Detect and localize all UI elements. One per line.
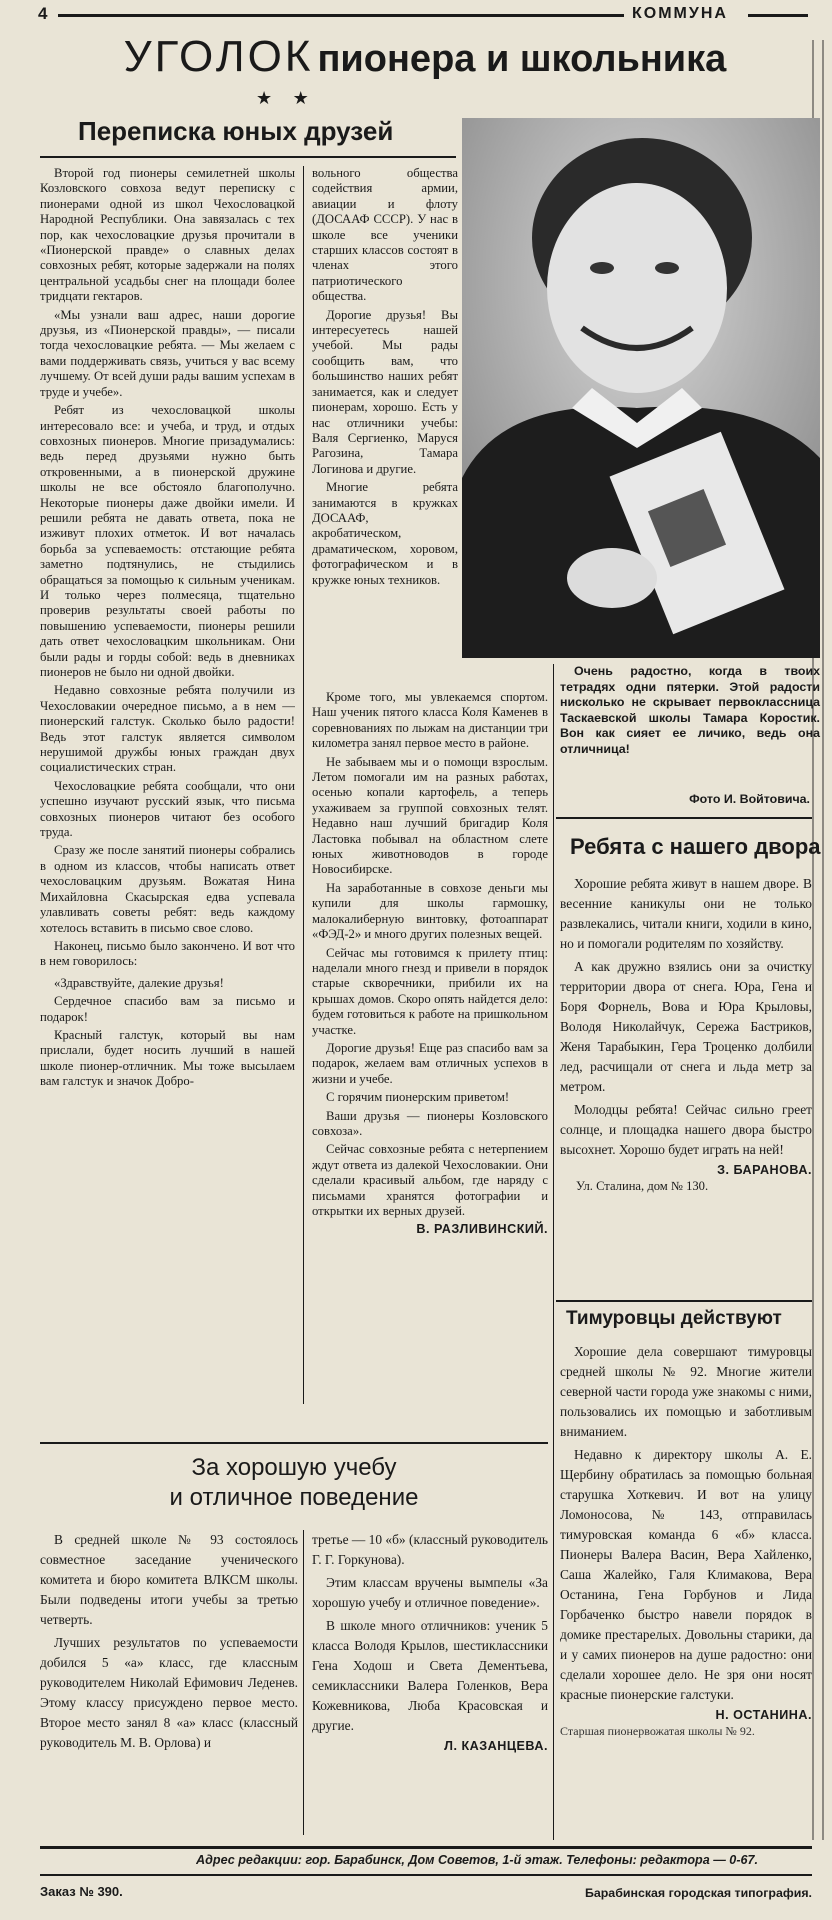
article-paragraph: Ребят из чехословацкой школы интересовало все: и учеба, и труд, и отдых совхозных пионеров. Многие призадумались: ведь перед друзьями нужно быть откровенными, а в пионерской дружине школы не все обстояло благополучно. Некоторые пионеры даже двойки имели. И решили ребята не давать ответа, пока не изживут плохих отметок. И вот началась борьба за успеваемость: отстающие ребята заметно подтянулись, не стыдились обращаться за помощью к сильным ученикам. И только через полмесяца, тщательно проверив результаты своей работы по повышению успеваемости, пионеры решили дать ответ чехословацким школьникам. Они были рады и горды собой: ведь в дневниках пионеров не было ни одной двойки. [40, 403, 295, 679]
article-paragraph: Этим классам вручены вымпелы «За хорошую учебу и отличное поведение». [312, 1575, 548, 1610]
article-paragraph: Хорошие ребята живут в нашем дворе. В весенние каникулы они не только развлекались, читали книги, ходили в кино, но и помогали родителям по хозяйству. [560, 876, 812, 951]
article-paragraph: В средней школе № 93 состоялось совместное заседание ученического комитета и бюро комитета ВЛКСМ школы. Были подведены итоги учебы за третью четверть. [40, 1532, 298, 1627]
article-title-good-study-line2: и отличное поведение [169, 1484, 419, 1511]
rule-above-timurovtsy [556, 1300, 812, 1302]
article4-column-2 [312, 1530, 548, 1840]
column-rule [303, 166, 304, 1404]
article-paragraph: Молодцы ребята! Сейчас сильно греет солнце, и площадка нашего двора быстро высохнет. Хорошо будет играть на ней! [560, 1102, 812, 1157]
article-paragraph: Ваши друзья — пионеры Козловского совхоза». [312, 1108, 548, 1138]
section-title-big: УГОЛОК [123, 32, 314, 81]
section-title [40, 32, 810, 82]
article-paragraph: Не забываем мы и о помощи взрослым. Летом помогали им на разных работах, осенью копали картофель, а теперь ухаживаем за группой совхозных телят. Недавно наш лучший бригадир Коля Ластовка побывал на областном слете юных животноводов в городе Новосибирске. [312, 754, 548, 877]
article-title-yard-kids: Ребята с нашего двора [570, 834, 821, 859]
signature: Н. ОСТАНИНА. [715, 1708, 812, 1722]
article-title-good-study-line1: За хорошую учебу [191, 1454, 397, 1481]
column-rule-right [553, 664, 554, 1840]
signature: З. БАРАНОВА. [717, 1163, 812, 1177]
column-rule [303, 1530, 304, 1835]
article-title-timurovtsy: Тимуровцы действуют [566, 1308, 782, 1329]
article-paragraph: С горячим пионерским приветом! [326, 1090, 510, 1105]
article-paragraph: Красный галстук, который вы нам прислали, будет носить лучший в нашей школе пионер-отличник. Мы тоже высылаем вам галстук и значок Добро- [40, 1027, 295, 1089]
article-paragraph: Хорошие дела совершают тимуровцы средней школы № 92. Многие жители северной части города уже знакомы с ними, пользовались их помощью и заботливым вниманием. [560, 1344, 812, 1439]
article-paragraph: Сейчас мы готовимся к прилету птиц: наделали много гнезд и привели в порядок старые скворечники, прибили их на крышах домов. Скоро опять найдется дело: будем готовиться к работе на пришкольном участке. [312, 945, 548, 1037]
article1-column-2-wide [312, 690, 548, 1410]
article-paragraph: Недавно к директору школы А. Е. Щербину обратилась за помощью больная старушка Хоткевич. И вот на улицу Ломоносова, № 143, отправилась тимуровская команда 6 «б» класса. Пионеры Валера Васин, Вера Хайленко, Саша Жалейко, Галя Климакова, Вера Останина, Гена Горбунов и Лида Горбаченко быстро навели порядок в домике престарелых. Довольны старики, да и у самих пионеров на душе радостно: они сделали хорошее дело. Не зря они носят красные пионерские галстуки. [560, 1447, 812, 1702]
printer-name: Барабинская городская типография. [584, 1886, 812, 1900]
article-paragraph: Недавно совхозные ребята получили из Чехословакии очередное письмо, а в нем — пионерский галстук. Сколько было радости! Ведь этот галстук является символом нерушимой дружбы юных граждан двух социалистических стран. [40, 683, 295, 775]
article4-column-1 [40, 1530, 298, 1840]
page-number: 4 [38, 4, 48, 23]
signature: Л. КАЗАНЦЕВА. [444, 1739, 548, 1753]
article-paragraph: Сейчас совхозные ребята с нетерпением ждут ответа из далекой Чехословакии. Они сделали красивый альбом, где наряду с письмами хранятся фотографии и открытки их верных друзей. [312, 1142, 548, 1218]
article-paragraph: Сразу же после занятий пионеры собрались в одном из классов, чтобы написать ответ чехословацким друзьям. Вожатая Нина Михайловна Скасырская едва успевала улавливать советы ребят: ведь каждому хотелось вставить в письмо свое слово. [40, 843, 295, 935]
article-paragraph: Кроме того, мы увлекаемся спортом. Наш ученик пятого класса Коля Каменев в соревнованиях по лыжам на дистанции три километра занял первое место в районе. [312, 690, 548, 751]
article-paragraph: «Здравствуйте, далекие друзья! [54, 975, 224, 990]
photo-girl-with-book [462, 118, 820, 658]
paper-name: КОММУНА [632, 5, 728, 22]
stars-ornament: ★ ★ [256, 88, 317, 108]
author-address: Ул. Сталина, дом № 130. [576, 1179, 709, 1193]
rule-under-caption [556, 817, 812, 819]
section-title-rest: пионера и школьника [317, 38, 727, 80]
article-paragraph: А как дружно взялись они за очистку территории двора от снега. Юра, Гена и Боря Форнель, Вова и Юра Крыловы, Володя Николайчук, Сережа Бастриков, Женя Тарабыкин, Гера Троценко долбили лед, расчищали от снега и льда метр за метром. [560, 959, 812, 1094]
article1-column-2 [312, 166, 458, 686]
article-paragraph: «Мы узнали ваш адрес, наши дорогие друзья, из «Пионерской правды», — писали тогда чехословацкие ребята. — Мы желаем с вами поддерживать связь, учиться у вас всему лучшему. От всей души рады вашим успехам в труде и учебе». [40, 307, 295, 399]
article-paragraph: Лучших результатов по успеваемости добился 5 «а» класс, где классным руководителем Николай Ефимович Леденев. Этому классу присуждено первое место. Второе место занял 8 «а» класс (классный руководитель М. В. Орлова) и [40, 1635, 298, 1750]
article-paragraph: В школе много отличников: ученик 5 класса Володя Крылов, шестиклассники Гена Ходош и Света Дементьева, семиклассники Валера Голенков, Вера Кожевникова, Люба Красовская и другие. [312, 1618, 548, 1733]
header-rule-right [748, 14, 808, 17]
photo-credit: Фото И. Войтовича. [689, 792, 810, 806]
article-paragraph: Многие ребята занимаются в кружках ДОСААФ, акробатическом, драматическом, хоровом, фотографическом и в кружке юных техников. [312, 480, 458, 587]
header-rule-left [58, 14, 624, 17]
rule-under-title [40, 156, 456, 158]
article-paragraph: Дорогие друзья! Еще раз спасибо вам за подарок, желаем вам отличных успехов в жизни и учебе. [312, 1040, 548, 1086]
article-paragraph: третье — 10 «б» (классный руководитель Г. Г. Горкунова). [312, 1532, 548, 1567]
article-paragraph: Сердечное спасибо вам за письмо и подарок! [40, 994, 295, 1024]
article-paragraph: Второй год пионеры семилетней школы Козловского совхоза ведут переписку с пионерами одной из школ Чехословацкой Народной Республики. Она завязалась с тех пор, как чехословацкие друзья прочитали в «Пионерской правде» о славных делах совхозных ребят, которые задержали на полях центральной усадьбы снег на площади более тридцати гектаров. [40, 166, 295, 304]
footer-rule-bottom [40, 1874, 812, 1876]
article-paragraph: вольного общества содействия армии, авиации и флоту (ДОСААФ СССР). У нас в школе все ученики старших классов состоят в членах этого патриотического общества. [312, 166, 458, 304]
article-paragraph: На заработанные в совхозе деньги мы купили для школы гармошку, малокалиберную винтовку, фотоаппарат «ФЭД-2» и много других полезных вещей. [312, 880, 548, 942]
editorial-address: Адрес редакции: гор. Барабинск, Дом Советов, 1-й этаж. Телефоны: редактора — 0-67. [196, 1853, 759, 1867]
article3-body [560, 1342, 812, 1842]
article-paragraph: Наконец, письмо было закончено. И вот что в нем говорилось: [40, 938, 295, 969]
signature: В. РАЗЛИВИНСКИЙ. [416, 1222, 548, 1237]
article1-column-1 [40, 166, 295, 1402]
rule-above-article4 [40, 1442, 548, 1444]
photo-caption: Очень радостно, когда в твоих тетрадях одни пятерки. Этой радости нисколько не скрывает первоклассница Таскаевской школы Тамара Коростик. Вон как сияет ее личико, ведь она отличница! [560, 664, 820, 756]
article-paragraph: Дорогие друзья! Вы интересуетесь нашей учебой. Мы рады сообщить вам, что большинство наших ребят занимается, как и следует пионерам, хорошо. Есть у нас отличники учебы: Валя Сергиенко, Маруся Рагозина, Тамара Логинова и другие. [312, 307, 458, 476]
article2-body [560, 874, 812, 1314]
photo-illustration [462, 118, 820, 658]
article-paragraph: Чехословацкие ребята сообщали, что они успешно изучают русский язык, что письма совхозных пионеров читают без особого труда. [40, 778, 295, 840]
article-title-correspondence: Переписка юных друзей [78, 116, 394, 146]
footer-rule-top [40, 1846, 812, 1849]
author-role: Старшая пионервожатая школы № 92. [560, 1724, 755, 1738]
order-number: Заказ № 390. [40, 1884, 123, 1899]
